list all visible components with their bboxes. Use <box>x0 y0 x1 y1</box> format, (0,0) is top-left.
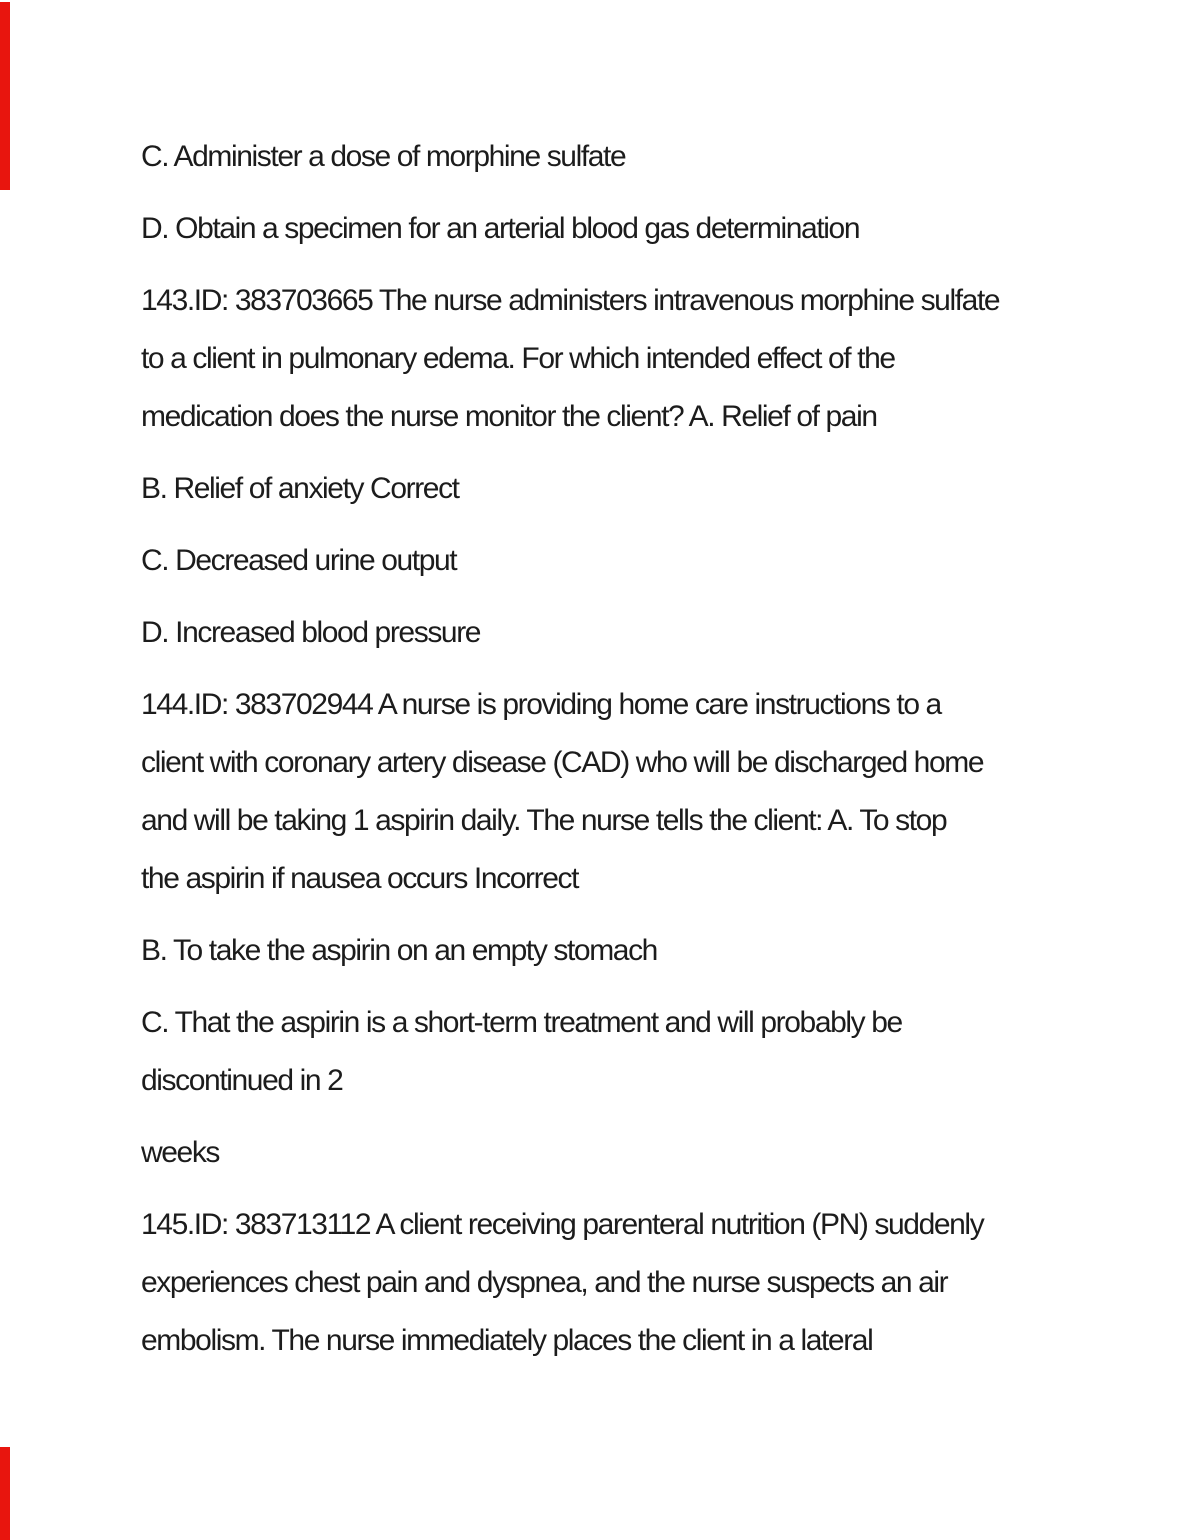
text-line: C. That the aspirin is a short-term treatment and will probably be <box>141 1006 902 1039</box>
text-line: D. Obtain a specimen for an arterial blood gas determination <box>141 212 860 245</box>
paragraph <box>141 460 999 518</box>
text-line: experiences chest pain and dyspnea, and the nurse suspects an air <box>141 1266 948 1299</box>
paragraph <box>141 532 999 590</box>
text-line: 144.ID: 383702944 A nurse is providing home care instructions to a <box>141 688 941 721</box>
paragraph <box>141 1124 999 1182</box>
text-line: C. Administer a dose of morphine sulfate <box>141 140 626 173</box>
text-line: medication does the nurse monitor the client? A. Relief of pain <box>141 400 877 433</box>
page-text <box>141 128 999 1384</box>
text-line: B. To take the aspirin on an empty stomach <box>141 934 657 967</box>
text-line: to a client in pulmonary edema. For which intended effect of the <box>141 342 895 375</box>
red-edge-mark-bottom <box>0 1447 10 1540</box>
text-line: B. Relief of anxiety Correct <box>141 472 459 505</box>
paragraph <box>141 1196 999 1370</box>
paragraph <box>141 272 999 446</box>
paragraph <box>141 922 999 980</box>
text-line: 143.ID: 383703665 The nurse administers intravenous morphine sulfate <box>141 284 1000 317</box>
text-line: C. Decreased urine output <box>141 544 457 577</box>
text-line: embolism. The nurse immediately places the client in a lateral <box>141 1324 873 1357</box>
paragraph <box>141 676 999 908</box>
red-edge-mark-top <box>0 2 10 190</box>
paragraph <box>141 604 999 662</box>
text-line: 145.ID: 383713112 A client receiving parenteral nutrition (PN) suddenly <box>141 1208 984 1241</box>
paragraph <box>141 128 999 186</box>
text-line: client with coronary artery disease (CAD) who will be discharged home <box>141 746 984 779</box>
paragraph <box>141 200 999 258</box>
paragraph <box>141 994 999 1110</box>
text-line: D. Increased blood pressure <box>141 616 481 649</box>
text-line: weeks <box>141 1136 220 1169</box>
text-line: and will be taking 1 aspirin daily. The nurse tells the client: A. To stop <box>141 804 947 837</box>
text-line: discontinued in 2 <box>141 1064 343 1097</box>
text-line: the aspirin if nausea occurs Incorrect <box>141 862 579 895</box>
